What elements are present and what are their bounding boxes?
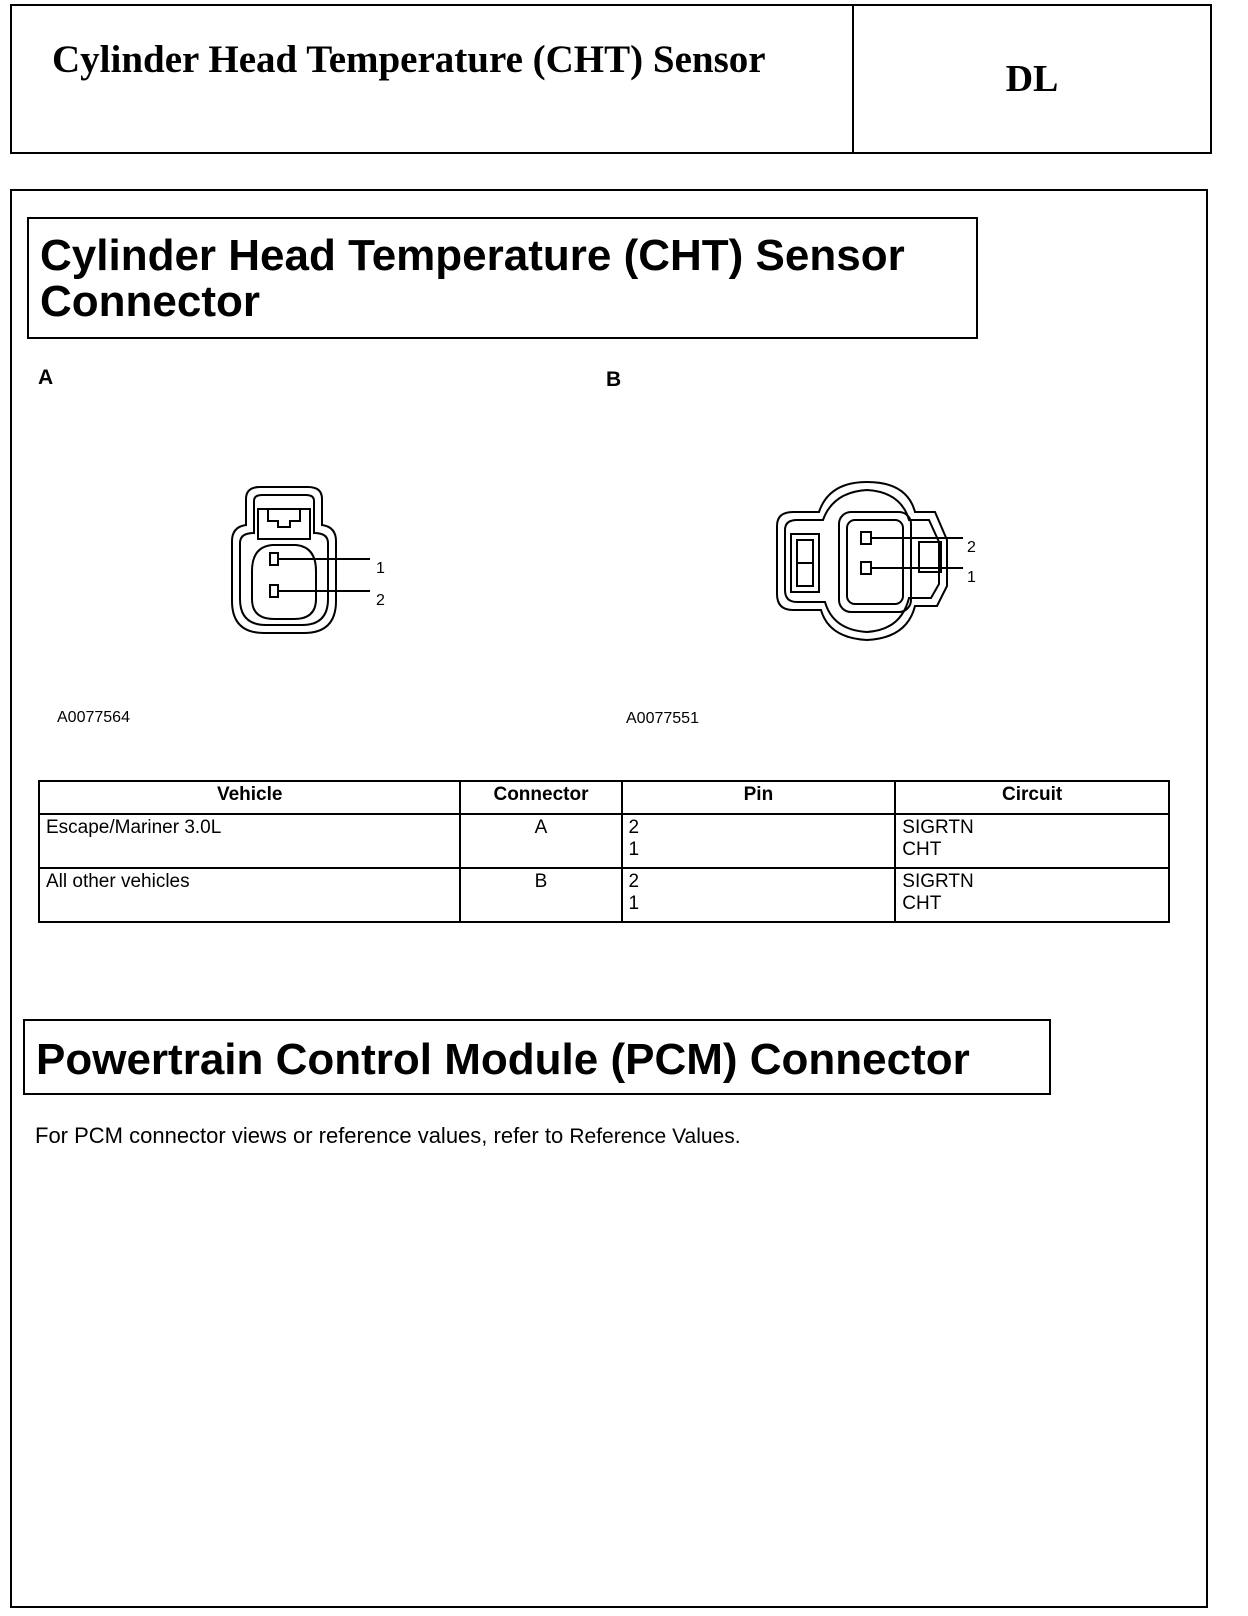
pin-value: 1 <box>628 893 640 914</box>
section-heading-pcm-connector: Powertrain Control Module (PCM) Connector <box>23 1019 1051 1095</box>
figure-a-id: A0077564 <box>57 709 130 726</box>
circuit-value: CHT <box>902 893 942 914</box>
pin-value: 1 <box>628 839 640 860</box>
circuit-value: SIGRTN <box>902 817 974 838</box>
page-header <box>10 4 1212 154</box>
cell-connector: B <box>460 868 621 922</box>
page-title: Cylinder Head Temperature (CHT) Sensor <box>52 38 766 81</box>
cell-pin <box>622 814 896 868</box>
figure-b-id: A0077551 <box>626 710 699 727</box>
pin-value: 2 <box>628 817 640 838</box>
pcm-reference-text <box>35 1123 741 1149</box>
column-header-circuit: Circuit <box>895 781 1169 814</box>
section-heading-cht-connector: Cylinder Head Temperature (CHT) Sensor Connector <box>27 217 978 339</box>
table-row <box>39 814 1169 868</box>
pin-value: 2 <box>628 871 640 892</box>
connector-b-pin-label-2: 2 <box>967 539 976 556</box>
column-header-connector: Connector <box>460 781 621 814</box>
circuit-value: CHT <box>902 839 942 860</box>
pcm-reference-sentence: For PCM connector views or reference values, refer to <box>35 1123 564 1148</box>
content-frame <box>10 189 1208 1608</box>
pin-table <box>38 780 1170 923</box>
header-title-cell <box>12 6 854 152</box>
figure-a-label: A <box>38 366 54 389</box>
column-header-vehicle: Vehicle <box>39 781 460 814</box>
cell-pin <box>622 868 896 922</box>
cell-circuit <box>895 814 1169 868</box>
cell-connector: A <box>460 814 621 868</box>
cell-vehicle: Escape/Mariner 3.0L <box>39 814 460 868</box>
cell-vehicle: All other vehicles <box>39 868 460 922</box>
connector-a-pin-label-2: 2 <box>376 592 385 609</box>
connector-b-diagram <box>757 476 977 646</box>
column-header-pin: Pin <box>622 781 896 814</box>
figure-b-label: B <box>606 368 622 391</box>
table-row <box>39 868 1169 922</box>
cell-circuit <box>895 868 1169 922</box>
reference-values-link[interactable]: Reference Values. <box>569 1125 741 1148</box>
circuit-value: SIGRTN <box>902 871 974 892</box>
table-header-row <box>39 781 1169 814</box>
connector-a-pin-label-1: 1 <box>376 560 385 577</box>
section-code: DL <box>1005 58 1059 100</box>
connector-b-pin-label-1: 1 <box>967 569 976 586</box>
